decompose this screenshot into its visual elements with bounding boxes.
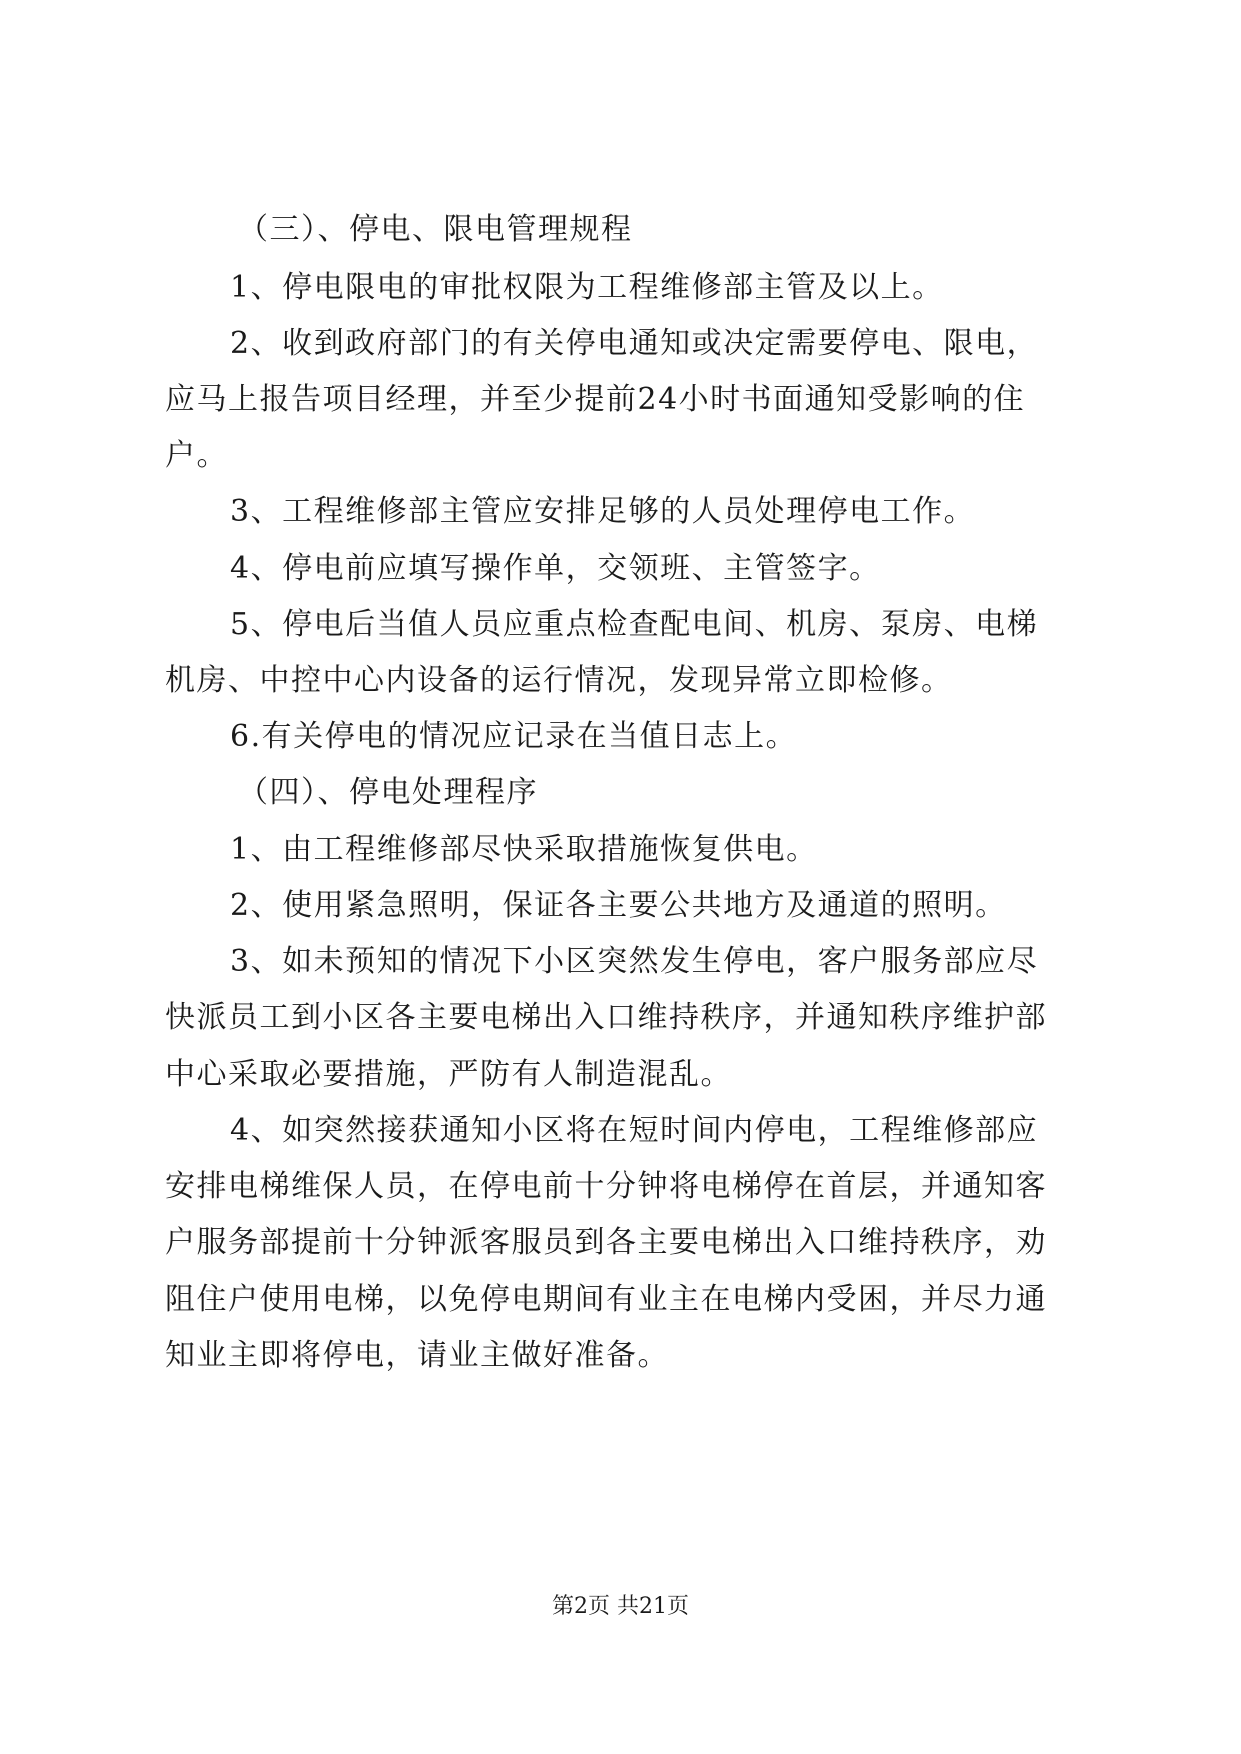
page-number-footer: 第2页 共21页	[552, 1594, 689, 1619]
paragraph-line: 快派员工到小区各主要电梯出入口维持秩序，并通知秩序维护部	[165, 1000, 1047, 1035]
paragraph-line: 4、如突然接获通知小区将在短时间内停电，工程维修部应	[230, 1113, 1039, 1148]
section-heading-4: （四）、停电处理程序	[238, 775, 538, 810]
paragraph-line: 5、停电后当值人员应重点检查配电间、机房、泵房、电梯	[230, 607, 1039, 642]
paragraph-line: 阻住户使用电梯，以免停电期间有业主在电梯内受困，并尽力通	[165, 1282, 1047, 1317]
paragraph-line: 2、收到政府部门的有关停电通知或决定需要停电、限电，	[230, 326, 1039, 361]
paragraph-line: 中心采取必要措施，严防有人制造混乱。	[165, 1057, 732, 1092]
paragraph-line: 1、由工程维修部尽快采取措施恢复供电。	[230, 832, 818, 867]
paragraph-line: 1、停电限电的审批权限为工程维修部主管及以上。	[230, 270, 944, 305]
paragraph-line: 知业主即将停电，请业主做好准备。	[165, 1338, 669, 1373]
section-heading-3: （三）、停电、限电管理规程	[238, 212, 633, 247]
paragraph-line: 应马上报告项目经理，并至少提前24小时书面通知受影响的住	[165, 382, 1026, 417]
paragraph-line: 2、使用紧急照明，保证各主要公共地方及通道的照明。	[230, 888, 1007, 923]
paragraph-line: 6.有关停电的情况应记录在当值日志上。	[230, 719, 798, 754]
paragraph-line: 安排电梯维保人员，在停电前十分钟将电梯停在首层，并通知客	[165, 1169, 1047, 1204]
paragraph-line: 机房、中控中心内设备的运行情况，发现异常立即检修。	[165, 663, 953, 698]
paragraph-line: 3、如未预知的情况下小区突然发生停电，客户服务部应尽	[230, 944, 1039, 979]
paragraph-line: 户服务部提前十分钟派客服员到各主要电梯出入口维持秩序，劝	[165, 1225, 1047, 1260]
paragraph-line: 4、停电前应填写操作单，交领班、主管签字。	[230, 551, 881, 586]
paragraph-line: 3、工程维修部主管应安排足够的人员处理停电工作。	[230, 494, 976, 529]
paragraph-line: 户。	[165, 438, 228, 473]
